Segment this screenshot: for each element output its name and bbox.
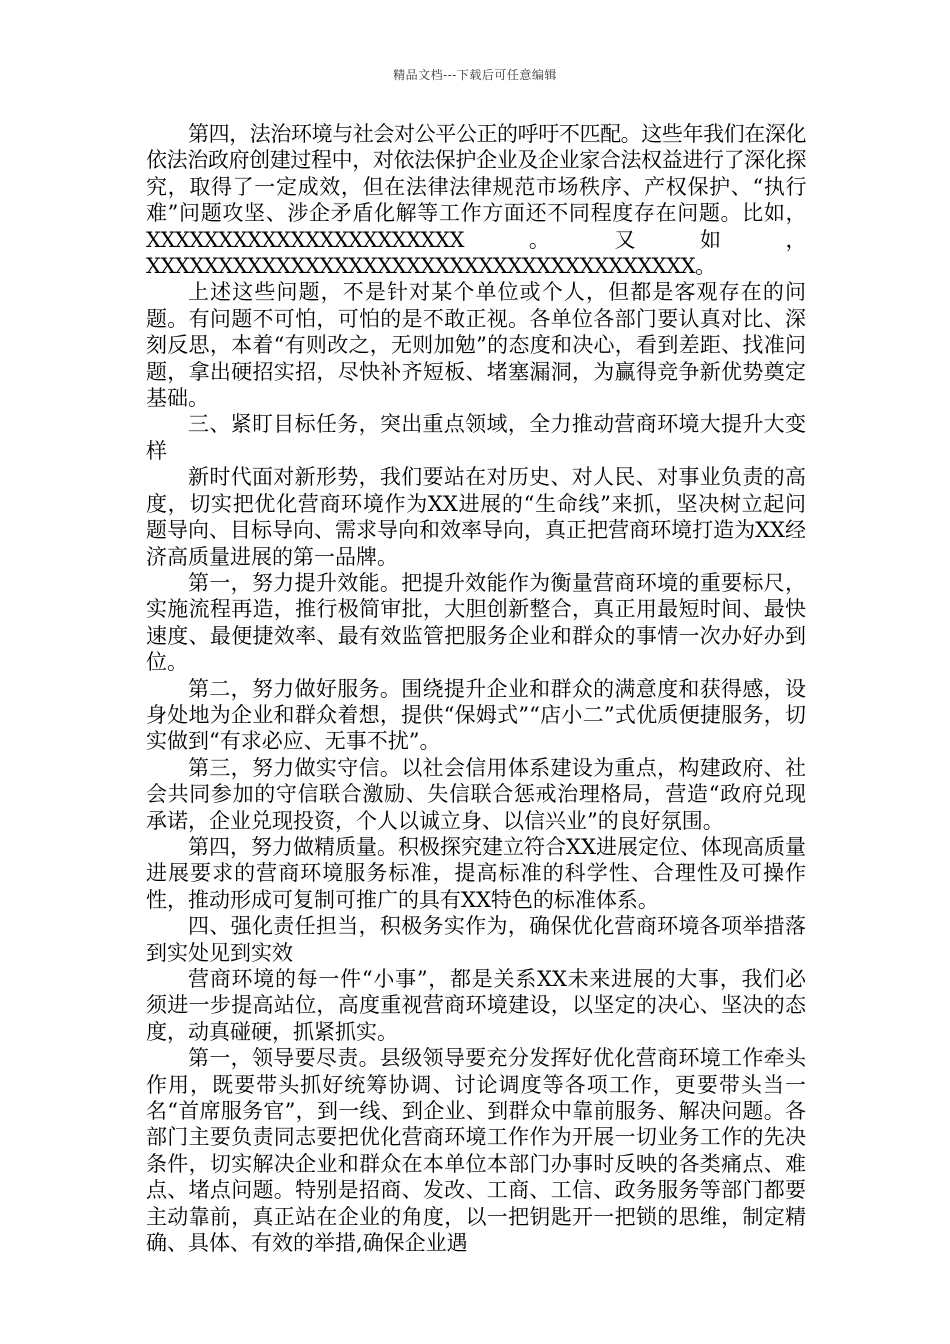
paragraph-quality: 第四，努力做精质量。积极探究建立符合XX进展定位、体现高质量进展要求的营商环境服务标准，提高标准的科学性、合理性及可操作性，推动形成可复制可推广的具有XX特色的标准体系。	[146, 834, 806, 912]
paragraph-problems-summary: 上述这些问题，不是针对某个单位或个人，但都是客观存在的问题。有问题不可怕，可怕的是不敢正视。各单位各部门要认真对比、深刻反思，本着“有则改之，无则加勉”的态度和决心，看到差距、找准问题，拿出硬招实招，尽快补齐短板、堵塞漏洞，为赢得竞争新优势奠定基础。	[146, 280, 806, 411]
page-header: 精品文档---下载后可任意编辑	[393, 68, 557, 82]
paragraph-service: 第二，努力做好服务。围绕提升企业和群众的满意度和获得感，设身处地为企业和群众着想，提供“保姆式”“店小二”式优质便捷服务，切实做到“有求必应、无事不扰”。	[146, 676, 806, 754]
section-heading-4: 四、强化责任担当，积极务实作为，确保优化营商环境各项举措落到实处见到实效	[146, 914, 806, 965]
paragraph-small-matters: 营商环境的每一件“小事”，都是关系XX未来进展的大事，我们必须进一步提高站位，高度重视营商环境建设，以坚定的决心、坚决的态度，动真碰硬，抓紧抓实。	[146, 967, 806, 1044]
document-body	[146, 121, 806, 1256]
paragraph-new-era: 新时代面对新形势，我们要站在对历史、对人民、对事业负责的高度，切实把优化营商环境作为XX进展的“生命线”来抓，坚决树立起问题导向、目标导向、需求导向和效率导向，真正把营商环境打造为XX经济高质量进展的第一品牌。	[146, 465, 806, 569]
paragraph-leadership: 第一，领导要尽责。县级领导要充分发挥好优化营商环境工作牵头作用，既要带头抓好统筹协调、讨论调度等各项工作，更要带头当一名“首席服务官”，到一线、到企业、到群众中靠前服务、解决问题。各部门主要负责同志要把优化营商环境工作作为开展一切业务工作的先决条件，切实解决企业和群众在本单位本部门办事时反映的各类痛点、难点、堵点问题。特别是招商、发改、工商、工信、政务服务等部门都要主动靠前，真正站在企业的角度，以一把钥匙开一把锁的思维，制定精确、具体、有效的举措,确保企业遇	[146, 1046, 806, 1256]
paragraph-rule-of-law: 第四，法治环境与社会对公平公正的呼吁不匹配。这些年我们在深化依法治政府创建过程中，对依法保护企业及企业家合法权益进行了深化探究，取得了一定成效，但在法律法律规范市场秩序、产权保护、“执行难”问题攻坚、涉企矛盾化解等工作方面还不同程度存在问题。比如，XXXXXXXXXXXXXXXXXXXXXX。又如，XXXXXXXXXXXXXXXXXXXXXXXXXXXXXXXXXXXXXX。	[146, 122, 806, 279]
paragraph-efficiency: 第一，努力提升效能。把提升效能作为衡量营商环境的重要标尺，实施流程再造，推行极简审批，大胆创新整合，真正用最短时间、最快速度、最便捷效率、最有效监管把服务企业和群众的事情一次办好办到位。	[146, 570, 806, 675]
section-heading-3: 三、紧盯目标任务，突出重点领域，全力推动营商环境大提升大变样	[146, 412, 806, 463]
paragraph-credit: 第三，努力做实守信。以社会信用体系建设为重点，构建政府、社会共同参加的守信联合激励、失信联合惩戒治理格局，营造“政府兑现承诺，企业兑现投资，个人以诚立身、以信兴业”的良好氛围。	[146, 755, 806, 833]
